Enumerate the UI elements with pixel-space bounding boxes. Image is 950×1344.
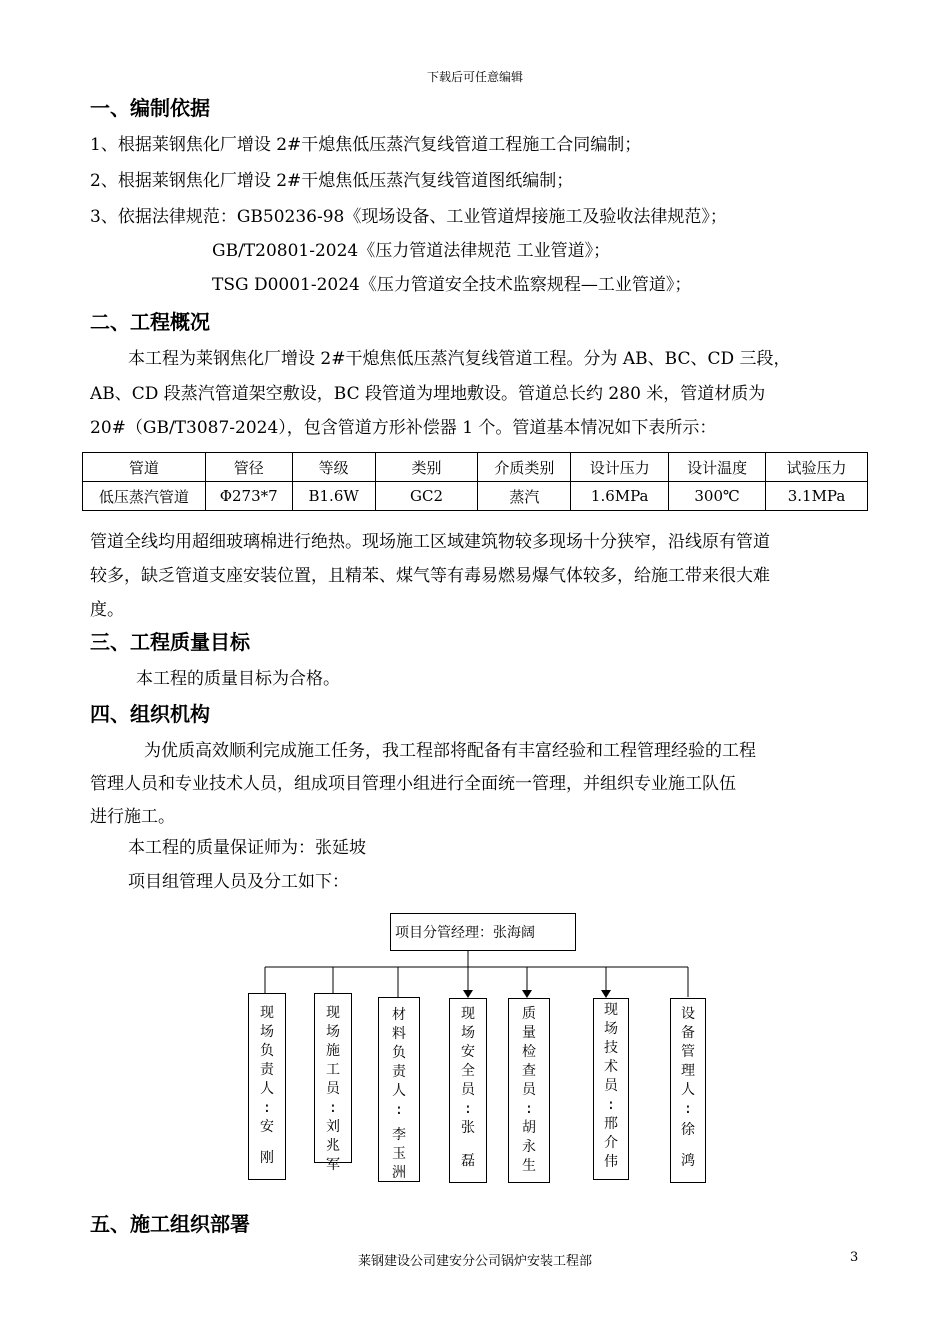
org-member-quality xyxy=(508,998,550,1183)
org-member-technical xyxy=(593,998,629,1180)
section-2-title: 二、工程概况 xyxy=(90,310,210,334)
table-cell: 300℃ xyxy=(669,482,766,511)
basis-item-3: 3、依据法律规范：GB50236-98《现场设备、工业管道焊接施工及验收法律规范》； xyxy=(90,207,727,227)
member-role: 设 备 管 理 人 : xyxy=(681,1006,695,1117)
table-cell: 低压蒸汽管道 xyxy=(83,482,206,511)
header-cell: 等级 xyxy=(292,453,375,482)
org-line-2: 管理人员和专业技术人员，组成项目管理小组进行全面统一管理，并组织专业施工队伍 xyxy=(90,774,736,794)
member-role: 材 料 负 责 人 : xyxy=(392,1007,406,1118)
table-cell: B1.6W xyxy=(292,482,375,511)
org-line-1: 为优质高效顺利完成施工任务，我工程部将配备有丰富经验和工程管理经验的工程 xyxy=(144,741,756,761)
org-member-safety xyxy=(449,998,487,1183)
org-top-manager: 项目分管经理：张海阔 xyxy=(390,913,576,951)
section-1-title: 一、编制依据 xyxy=(90,96,210,120)
member-name: 徐 鸿 xyxy=(681,1122,695,1169)
table-cell: 蒸汽 xyxy=(478,482,571,511)
member-role: 现 场 施 工 员 : xyxy=(326,1005,340,1116)
section-3-title: 三、工程质量目标 xyxy=(90,630,250,654)
header-cell: 管道 xyxy=(83,453,206,482)
member-role: 现 场 安 全 员 : xyxy=(461,1006,475,1117)
header-cell: 类别 xyxy=(375,453,478,482)
section-5-title: 五、施工组织部署 xyxy=(90,1212,250,1236)
footer-text: 莱钢建设公司建安分公司锅炉安装工程部 xyxy=(357,1254,592,1269)
member-name: 刘 兆 军 xyxy=(326,1119,340,1173)
insulation-line-1: 管道全线均用超细玻璃棉进行绝热。现场施工区域建筑物较多现场十分狭窄，沿线原有管道 xyxy=(90,532,770,552)
table-cell: 1.6MPa xyxy=(571,482,669,511)
org-member-materials xyxy=(378,997,420,1182)
table-cell: 3.1MPa xyxy=(766,482,868,511)
basis-item-1: 1、根据莱钢焦化厂增设 2#干熄焦低压蒸汽复线管道工程施工合同编制； xyxy=(90,135,642,155)
basis-item-4: GB/T20801-2024《压力管道法律规范 工业管道》； xyxy=(212,241,611,261)
quality-target-text: 本工程的质量目标为合格。 xyxy=(136,669,340,689)
member-name: 邢 介 伟 xyxy=(604,1116,618,1170)
basis-item-5: TSG D0001-2024《压力管道安全技术监察规程—工业管道》； xyxy=(212,275,692,295)
header-cell: 管径 xyxy=(205,453,292,482)
overview-line-1: 本工程为莱钢焦化厂增设 2#干熄焦低压蒸汽复线管道工程。分为 AB、BC、CD 三段， xyxy=(128,349,791,369)
staff-intro: 项目组管理人员及分工如下： xyxy=(128,872,349,892)
member-role: 现 场 技 术 员 : xyxy=(604,1002,618,1113)
member-role: 现 场 负 责 人 : 安 xyxy=(260,1005,274,1135)
overview-line-3: 20#（GB/T3087-2024），包含管道方形补偿器 1 个。管道基本情况如下表所示： xyxy=(90,418,717,438)
header-cell: 试验压力 xyxy=(766,453,868,482)
quality-guarantor: 本工程的质量保证师为：张延坡 xyxy=(128,838,366,858)
header-note: 下载后可任意编辑 xyxy=(426,70,523,84)
header-cell: 设计温度 xyxy=(669,453,766,482)
page-number: 3 xyxy=(850,1250,859,1265)
insulation-line-2: 较多，缺乏管道支座安装位置，且精苯、煤气等有毒易燃易爆气体较多，给施工带来很大难 xyxy=(90,566,770,586)
org-member-equipment xyxy=(670,998,706,1183)
overview-line-2: AB、CD 段蒸汽管道架空敷设，BC 段管道为埋地敷设。管道总长约 280 米，管道材质为 xyxy=(90,384,766,404)
header-cell: 介质类别 xyxy=(478,453,571,482)
org-member-construction xyxy=(314,993,352,1173)
member-name: 胡 永 生 xyxy=(522,1120,536,1174)
insulation-line-3: 度。 xyxy=(90,600,124,620)
section-4-title: 四、组织机构 xyxy=(90,702,210,726)
member-name: 李 玉 洲 xyxy=(392,1127,406,1181)
table-cell: Φ273*7 xyxy=(205,482,292,511)
org-member-site-lead xyxy=(248,993,286,1180)
table-cell: GC2 xyxy=(375,482,478,511)
header-cell: 设计压力 xyxy=(571,453,669,482)
member-role: 质 量 检 查 员 : xyxy=(522,1006,536,1117)
member-name: 张 磊 xyxy=(461,1120,475,1169)
org-line-3: 进行施工。 xyxy=(90,807,175,827)
member-name: 刚 xyxy=(260,1150,274,1166)
basis-item-2: 2、根据莱钢焦化厂增设 2#干熄焦低压蒸汽复线管道图纸编制； xyxy=(90,171,574,191)
